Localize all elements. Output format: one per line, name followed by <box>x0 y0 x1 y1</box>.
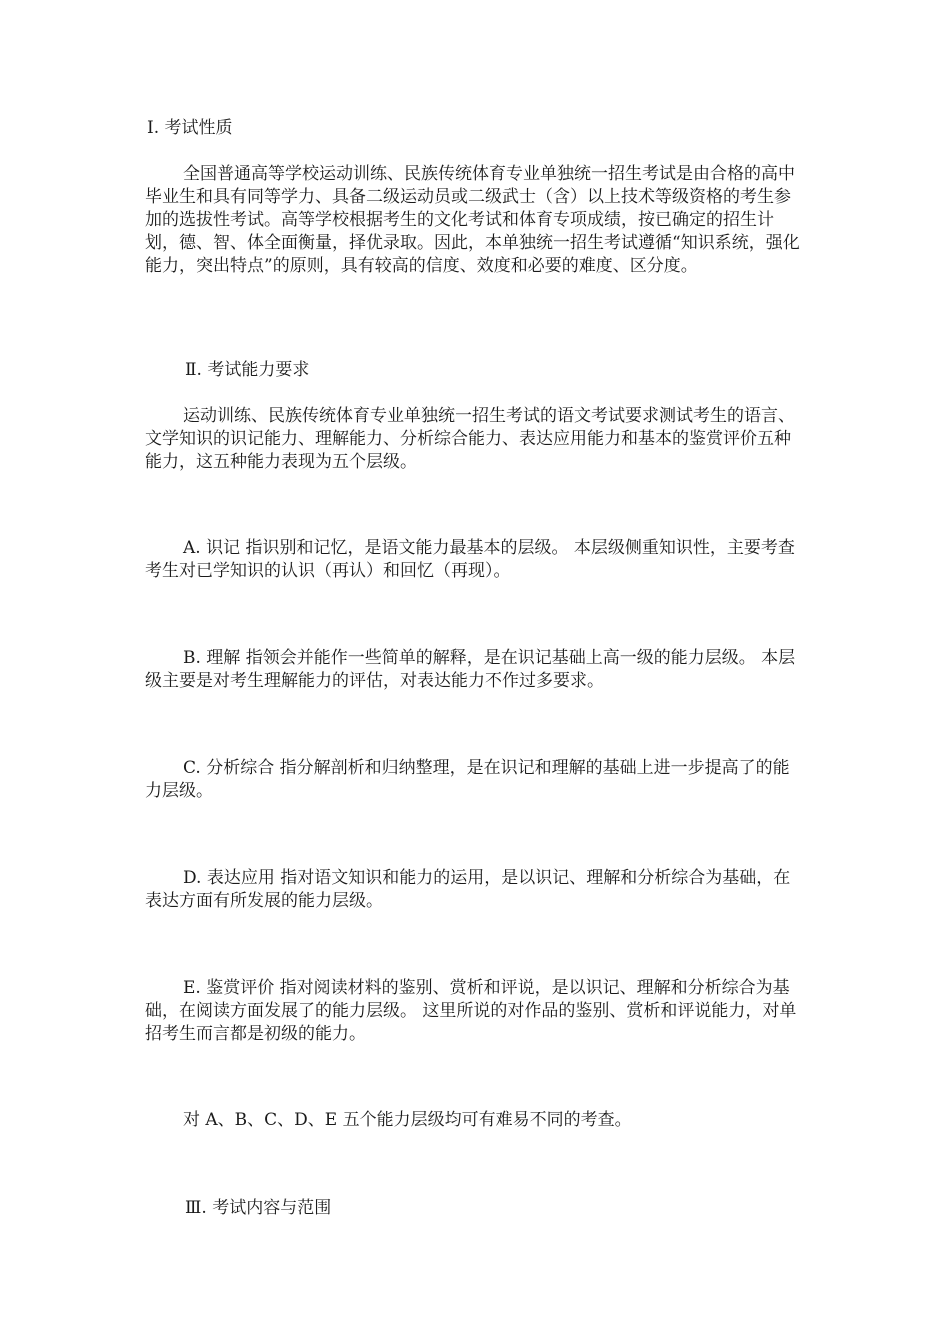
section-1-paragraph: 全国普通高等学校运动训练、民族传统体育专业单独统一招生考试是由合格的高中毕业生和具有同等学力、具备二级运动员或二级武士（含）以上技术等级资格的考生参加的选拔性考试。高等学校根据考生的文化考试和体育专项成绩，按已确定的招生计划，德、智、体全面衡量，择优录取。因此，本单独统一招生考试遵循“知识系统，强化能力，突出特点”的原则，具有较高的信度、效度和必要的难度、区分度。 <box>145 164 800 276</box>
section-1-heading: Ⅰ. 考试性质 <box>147 118 233 138</box>
section-2-paragraph: 运动训练、民族传统体育专业单独统一招生考试的语文考试要求测试考生的语言、文学知识的识记能力、理解能力、分析综合能力、表达应用能力和基本的鉴赏评价五种能力，这五种能力表现为五个层级。 <box>145 406 795 472</box>
section-2-heading: Ⅱ. 考试能力要求 <box>185 360 310 380</box>
level-d-paragraph: D. 表达应用 指对语文知识和能力的运用，是以识记、理解和分析综合为基础，在表达方面有所发展的能力层级。 <box>145 868 791 911</box>
levels-summary-paragraph: 对 A、B、C、D、E 五个能力层级均可有难易不同的考查。 <box>183 1110 632 1130</box>
level-a-paragraph: A. 识记 指识别和记忆，是语文能力最基本的层级。 本层级侧重知识性，主要考查考生对已学知识的认识（再认）和回忆（再现）。 <box>145 538 795 581</box>
level-c-paragraph: C. 分析综合 指分解剖析和归纳整理，是在识记和理解的基础上进一步提高了的能力层级。 <box>145 758 790 801</box>
section-3-heading: Ⅲ. 考试内容与范围 <box>185 1198 332 1218</box>
level-b-paragraph: B. 理解 指领会并能作一些简单的解释，是在识记基础上高一级的能力层级。 本层级主要是对考生理解能力的评估，对表达能力不作过多要求。 <box>145 648 796 691</box>
level-e-paragraph: E. 鉴赏评价 指对阅读材料的鉴别、赏析和评说，是以识记、理解和分析综合为基础，在阅读方面发展了的能力层级。 这里所说的对作品的鉴别、赏析和评说能力，对单招考生而言都是初级的能力。 <box>145 978 797 1044</box>
